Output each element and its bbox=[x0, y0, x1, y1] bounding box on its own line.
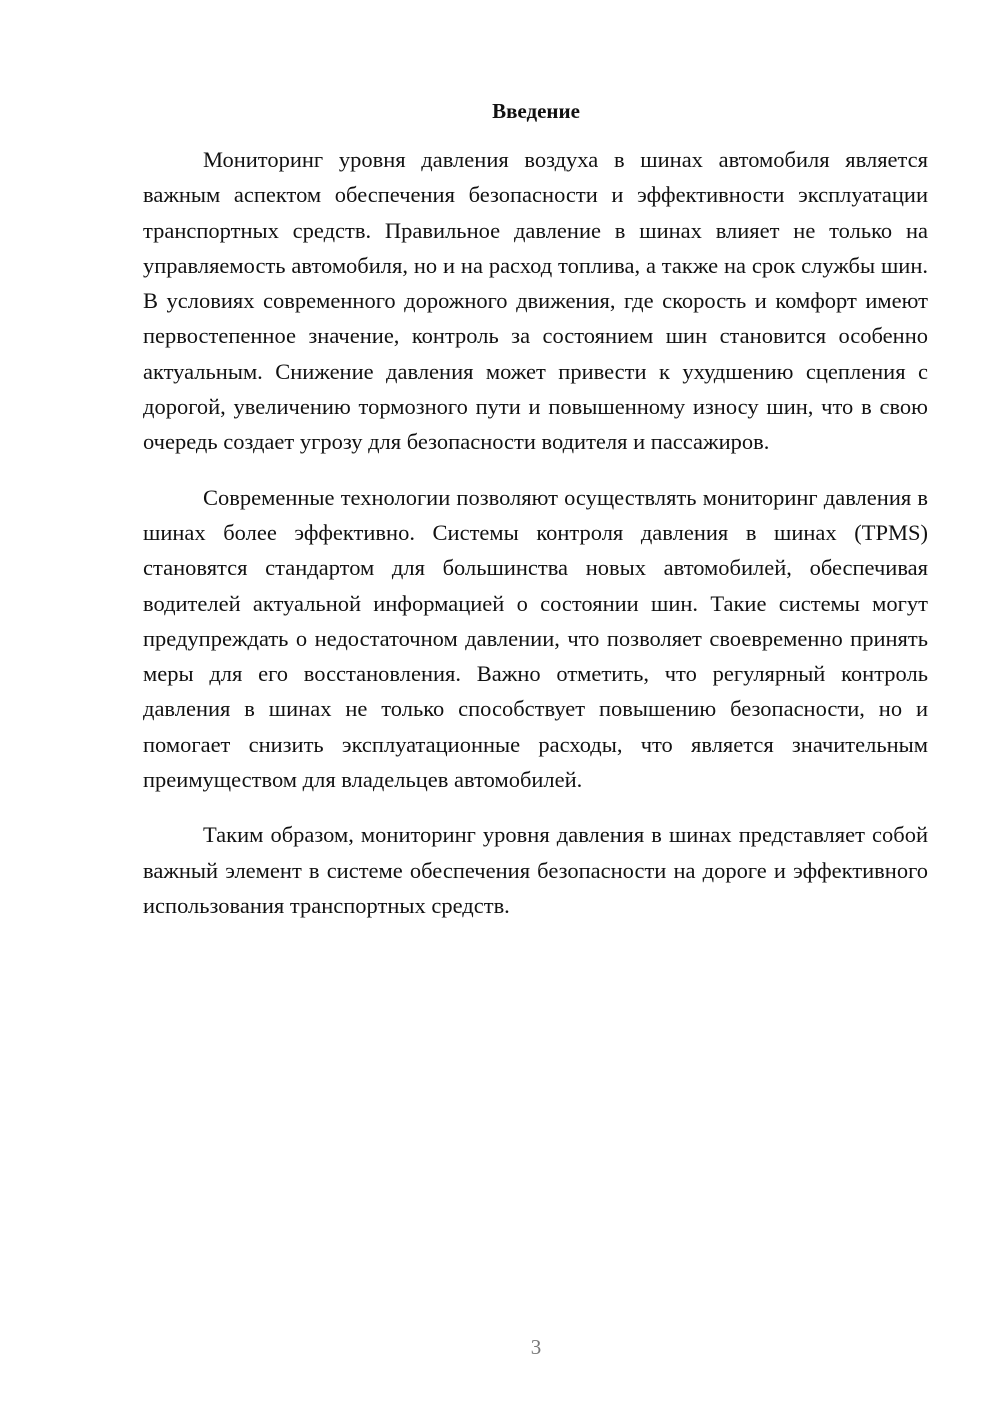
page-number: 3 bbox=[530, 1335, 542, 1359]
paragraph-1: Мониторинг уровня давления воздуха в шинах автомобиля является важным аспектом обеспечения безопасности и эффективности эксплуатации транспортных средств. Правильное давление в шинах влияет не только на управляемость автомобиля, но и на расход топлива, а также на срок службы шин. В условиях современного дорожного движения, где скорость и комфорт имеют первостепенное значение, контроль за состоянием шин становится особенно актуальным. Снижение давления может привести к ухудшению сцепления с дорогой, увеличению тормозного пути и повышенному износу шин, что в свою очередь создает угрозу для безопасности водителя и пассажиров. bbox=[143, 147, 928, 455]
paragraph-3: Таким образом, мониторинг уровня давления в шинах представляет собой важный элемент в системе обеспечения безопасности на дороге и эффективного использования транспортных средств. bbox=[143, 822, 928, 918]
body-text bbox=[143, 142, 928, 943]
paragraph-2: Современные технологии позволяют осуществлять мониторинг давления в шинах более эффективно. Системы контроля давления в шинах (TPMS) становятся стандартом для большинства новых автомобилей, обеспечивая водителей актуальной информацией о состоянии шин. Такие системы могут предупреждать о недостаточном давлении, что позволяет своевременно принять меры для его восстановления. Важно отметить, что регулярный контроль давления в шинах не только способствует повышению безопасности, но и помогает снизить эксплуатационные расходы, что является значительным преимуществом для владельцев автомобилей. bbox=[143, 484, 928, 793]
section-title: Введение bbox=[492, 99, 580, 123]
